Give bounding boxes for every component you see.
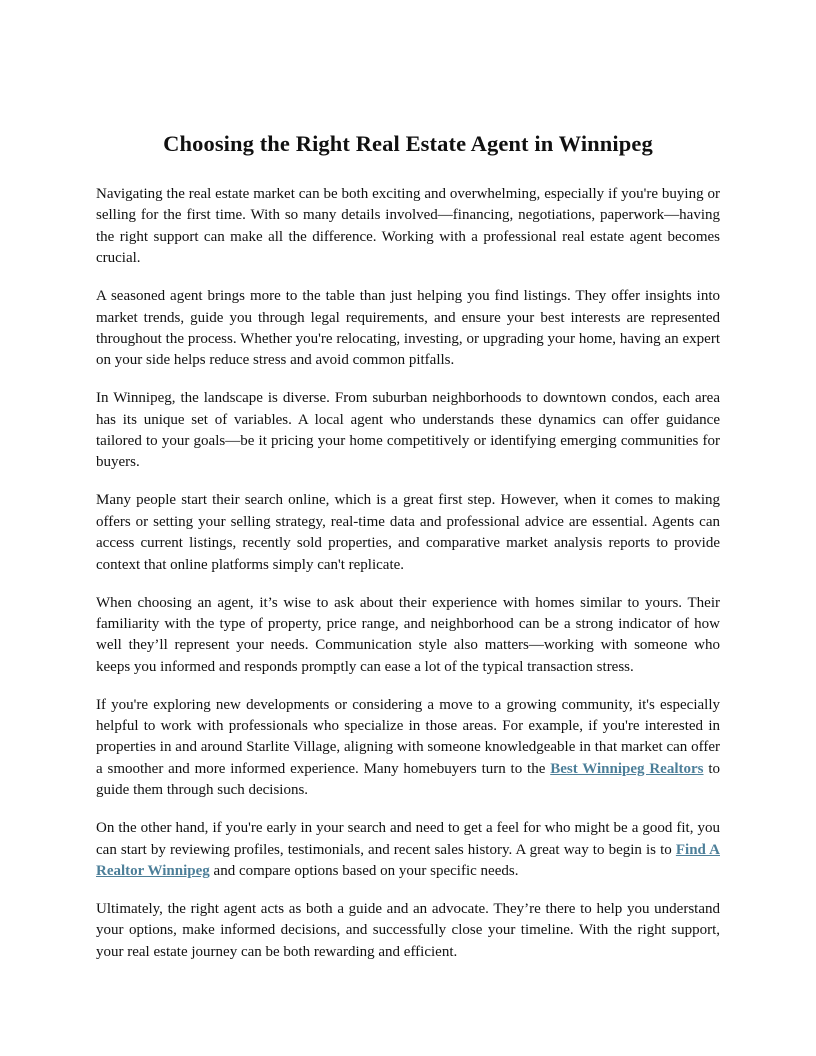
document-page [96, 128, 720, 980]
find-a-realtor-winnipeg-link[interactable]: Find A Realtor Winnipeg [96, 841, 720, 879]
paragraph-winnipeg-landscape: In Winnipeg, the landscape is diverse. From suburban neighborhoods to downtown condos, each area has its unique set of variables. A local agent who understands these dynamics can offer guidance tailored to your goals—be it pricing your home competitively or identifying emerging communities for buyers. [96, 390, 720, 471]
paragraph-new-developments [96, 695, 720, 802]
paragraph-early-search [96, 818, 720, 882]
paragraph-online-search: Many people start their search online, which is a great first step. However, when it comes to making offers or setting your selling strategy, real-time data and professional advice are essential. Agents can access current listings, recently sold properties, and comparative market analysis reports to provide context that online platforms simply can't replicate. [96, 492, 720, 573]
paragraph-seasoned-agent: A seasoned agent brings more to the table than just helping you find listings. They offer insights into market trends, guide you through legal requirements, and ensure your best interests are represented throughout the process. Whether you're relocating, investing, or upgrading your home, having an expert on your side helps reduce stress and avoid common pitfalls. [96, 288, 720, 369]
paragraph-new-developments-text: If you're exploring new developments or considering a move to a growing community, it's especially helpful to work with professionals who specialize in those areas. For example, if you're interested in properties in and around Starlite Village, aligning with someone knowledgeable in that market can offer a smoother and more informed experience. Many homebuyers turn to the [96, 696, 720, 777]
paragraph-early-search-tail: and compare options based on your specific needs. [209, 862, 519, 879]
paragraph-early-search-text: On the other hand, if you're early in your search and need to get a feel for who might be a good fit, you can start by reviewing profiles, testimonials, and recent sales history. A great way to begin is to [96, 820, 720, 858]
paragraph-choosing-agent: When choosing an agent, it’s wise to ask about their experience with homes similar to yours. Their familiarity with the type of property, price range, and neighborhood can be a strong indicator of how well they’ll represent your needs. Communication style also matters—working with someone who keeps you informed and responds promptly can ease a lot of the typical transaction stress. [96, 594, 720, 675]
paragraph-new-developments-tail: to guide them through such decisions. [96, 760, 720, 799]
best-winnipeg-realtors-link[interactable]: Best Winnipeg Realtors [550, 760, 704, 777]
document-title: Choosing the Right Real Estate Agent in Winnipeg [163, 131, 653, 156]
paragraph-intro: Navigating the real estate market can be both exciting and overwhelming, especially if you're buying or selling for the first time. With so many details involved—financing, negotiations, paperwork—having the right support can make all the difference. Working with a professional real estate agent becomes crucial. [96, 186, 720, 267]
paragraph-conclusion: Ultimately, the right agent acts as both a guide and an advocate. They’re there to help you understand your options, make informed decisions, and successfully close your timeline. With the right support, your real estate journey can be both rewarding and efficient. [96, 900, 720, 960]
